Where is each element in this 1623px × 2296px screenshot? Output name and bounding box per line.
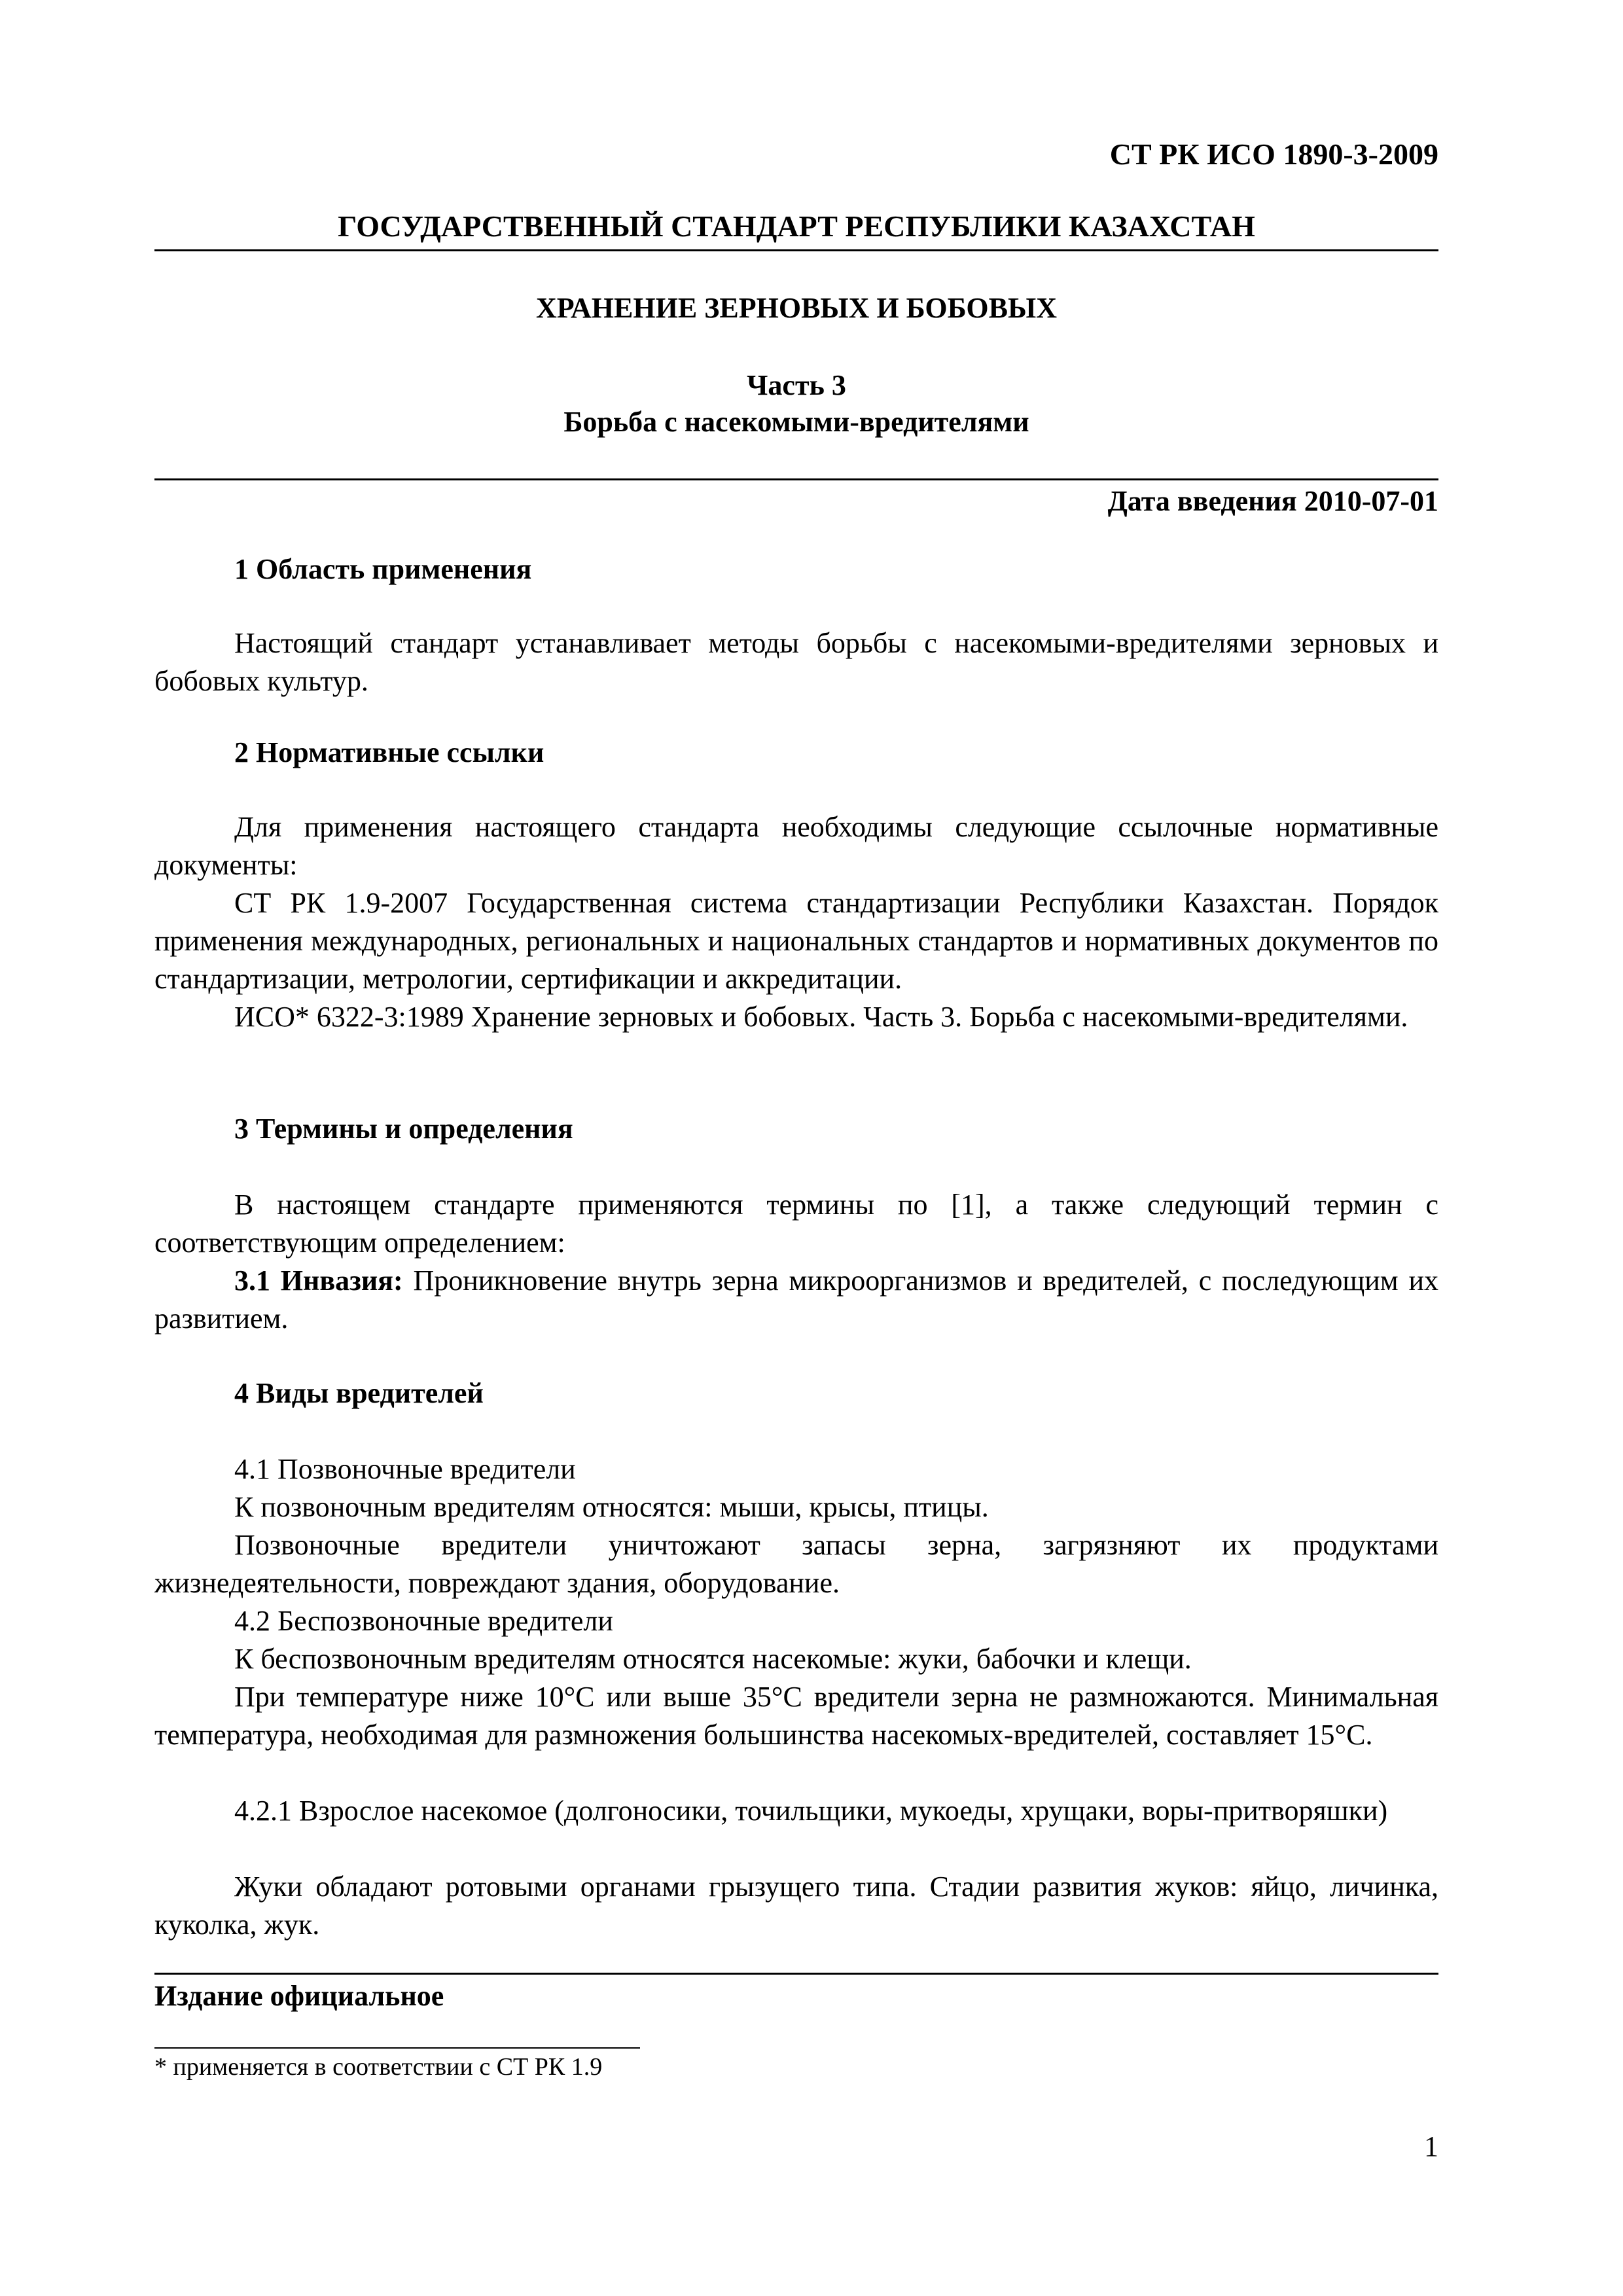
header-rule-top: [154, 249, 1438, 251]
section-4-paragraph-8: Жуки обладают ротовыми органами грызущего типа. Стадии развития жуков: яйцо, личинка, куколка, жук.: [154, 1871, 1438, 1941]
org-title: ГОСУДАРСТВЕННЫЙ СТАНДАРТ РЕСПУБЛИКИ КАЗАХСТАН: [338, 209, 1255, 243]
intro-date: Дата введения 2010-07-01: [1107, 485, 1438, 517]
section-4-paragraph-6: При температуре ниже 10°С или выше 35°С вредители зерна не размножаются. Минимальная температура, необходимая для размножения большинства насекомых-вредителей, составляет 15°С.: [154, 1681, 1438, 1751]
section-2-paragraph-3: ИСО* 6322-3:1989 Хранение зерновых и бобовых. Часть 3. Борьба с насекомыми-вредителями.: [234, 1001, 1408, 1033]
section-2-heading: 2 Нормативные ссылки: [234, 736, 544, 768]
term-label: 3.1 Инвазия:: [234, 1265, 403, 1297]
standard-code: СТ РК ИСО 1890-3-2009: [1109, 137, 1438, 171]
official-edition: Издание официальное: [154, 1980, 444, 2012]
section-1-paragraph: Настоящий стандарт устанавливает методы борьбы с насекомыми-вредителями зерновых и бобовых культур.: [154, 627, 1438, 697]
footnote: * применяется в соответствии с СТ РК 1.9: [154, 2053, 603, 2081]
section-3-paragraph-1: В настоящем стандарте применяются термины по [1], а также следующий термин с соответствующим определением:: [154, 1189, 1438, 1259]
section-3-term-definition: [154, 1262, 1438, 1338]
page-number: 1: [1424, 2130, 1438, 2162]
footnote-separator: [154, 2047, 640, 2049]
section-2-paragraph-1: Для применения настоящего стандарта необходимы следующие ссылочные нормативные документы:: [154, 811, 1438, 881]
section-4-paragraph-2: К позвоночным вредителям относятся: мыши, крысы, птицы.: [234, 1491, 989, 1523]
section-1-heading: 1 Область применения: [234, 553, 532, 585]
section-4-2-1-heading: 4.2.1 Взрослое насекомое (долгоносики, точильщики, мукоеды, хрущаки, воры-притворяшки): [234, 1795, 1388, 1827]
doc-subtitle: Борьба с насекомыми-вредителями: [563, 406, 1029, 438]
section-4-1-heading: 4.1 Позвоночные вредители: [234, 1453, 576, 1485]
section-4-paragraph-3: Позвоночные вредители уничтожают запасы зерна, загрязняют их продуктами жизнедеятельности, повреждают здания, оборудование.: [154, 1529, 1438, 1599]
section-4-paragraph-5: К беспозвоночным вредителям относятся насекомые: жуки, бабочки и клещи.: [234, 1643, 1192, 1675]
section-4-2-heading: 4.2 Беспозвоночные вредители: [234, 1605, 613, 1637]
term-text: Проникновение внутрь зерна микроорганизмов и вредителей, с последующим их развитием.: [154, 1265, 1438, 1335]
footer-rule: [154, 1973, 1438, 1975]
section-3-heading: 3 Термины и определения: [234, 1113, 573, 1145]
section-4-heading: 4 Виды вредителей: [234, 1377, 484, 1409]
part-label: Часть 3: [747, 369, 846, 401]
doc-title: ХРАНЕНИЕ ЗЕРНОВЫХ И БОБОВЫХ: [536, 292, 1057, 324]
header-rule-bottom: [154, 478, 1438, 480]
section-2-paragraph-2: СТ РК 1.9-2007 Государственная система стандартизации Республики Казахстан. Порядок применения международных, региональных и национальных стандартов и нормативных документов по стандартизации, метрологии, сертификации и аккредитации.: [154, 887, 1438, 995]
